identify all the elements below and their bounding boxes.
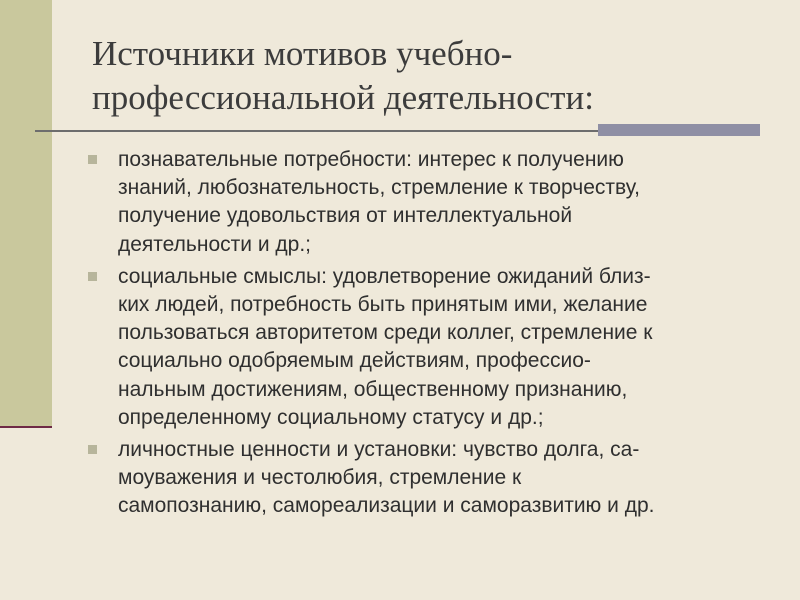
bullet-list [88, 146, 778, 525]
bullet-text-line: личностные ценности и установки: чувство долга, са- [118, 438, 640, 462]
bullet-text-line: моуважения и честолюбия, стремление к [118, 466, 522, 490]
slide-title [92, 32, 772, 120]
slide-title-line-2: профессиональной деятельности: [92, 78, 594, 117]
bullet-square-icon [88, 445, 97, 454]
bullet-item-personal-values [88, 436, 778, 521]
bullet-text-line: пользоваться авторитетом среди коллег, стремление к [118, 321, 653, 345]
bullet-text-line: деятельности и др.; [118, 232, 311, 256]
bullet-text-line: знаний, любознательность, стремление к творчеству, [118, 176, 640, 200]
bullet-text-line: самопознанию, самореализации и саморазвитию и др. [118, 494, 655, 518]
bullet-square-icon [88, 272, 97, 281]
bullet-item-cognitive-needs [88, 146, 778, 259]
bullet-text-line: определенному социальному статусу и др.; [118, 405, 544, 429]
bullet-text-line: получение удовольствия от интеллектуальной [118, 204, 573, 228]
left-bar-accent-line [0, 426, 52, 428]
bullet-text-line: нальным достижениям, общественному признанию, [118, 377, 628, 401]
slide-title-line-1: Источники мотивов учебно- [92, 34, 513, 73]
bullet-item-social-meanings [88, 263, 778, 432]
title-divider-block [598, 124, 760, 136]
bullet-square-icon [88, 155, 97, 164]
bullet-text-line: социальные смыслы: удовлетворение ожиданий близ- [118, 264, 651, 288]
left-decorative-bar [0, 0, 52, 426]
bullet-text-line: ких людей, потребность быть принятым ими, желание [118, 293, 648, 317]
bullet-text-line: познавательные потребности: интерес к получению [118, 148, 624, 171]
bullet-text-line: социально одобряемым действиям, профессио- [118, 349, 591, 373]
